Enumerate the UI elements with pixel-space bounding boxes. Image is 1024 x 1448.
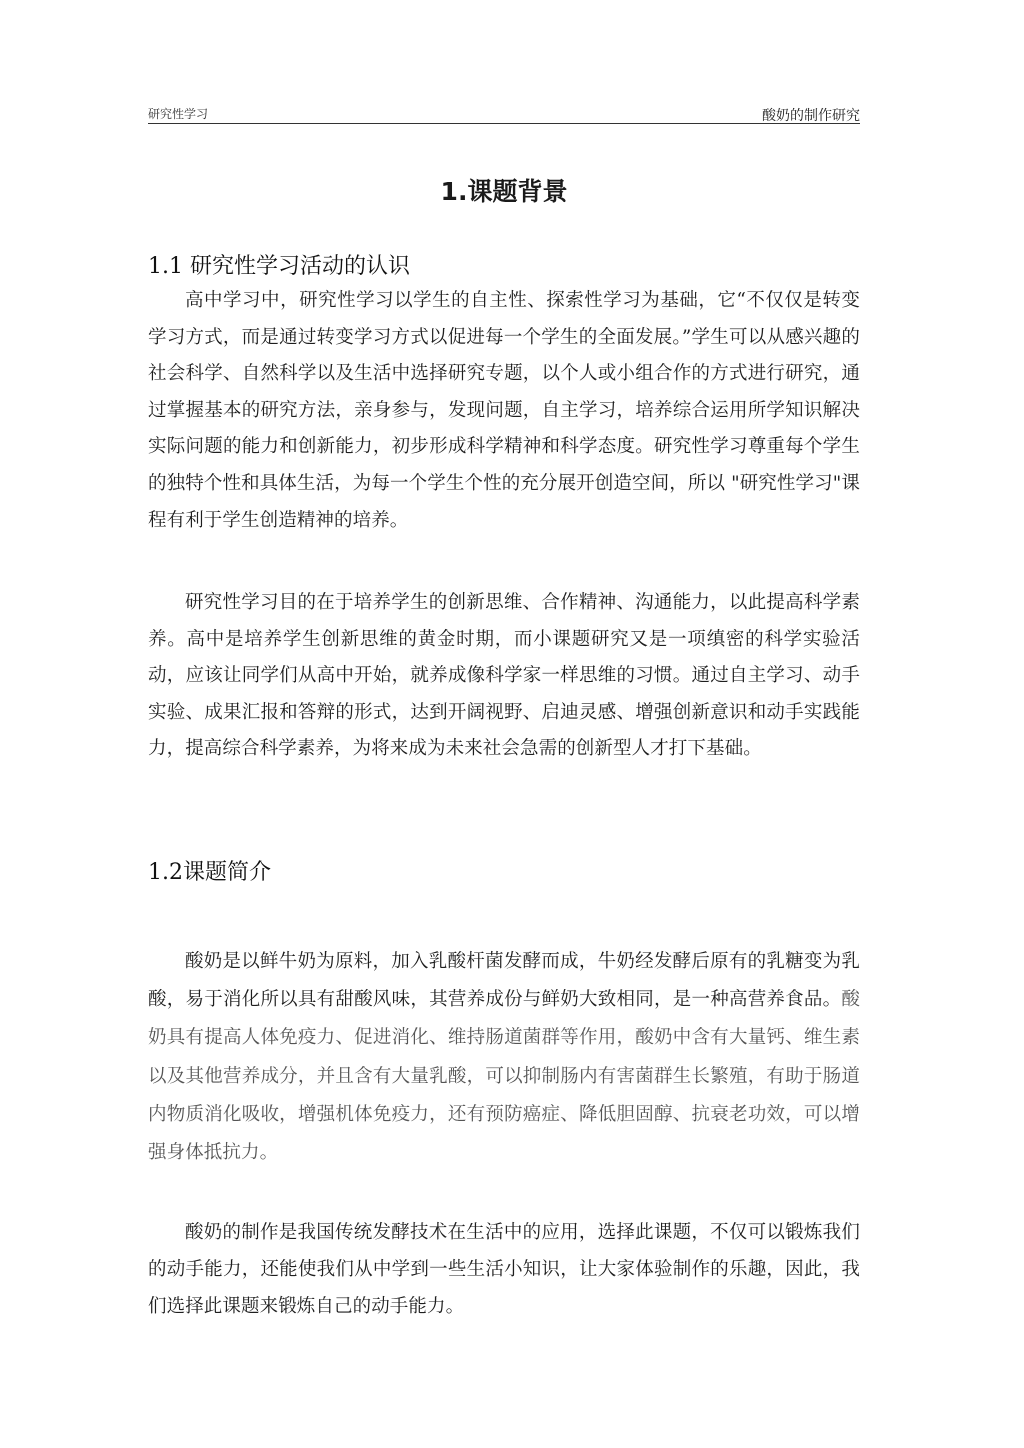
paragraph: 高中学习中，研究性学习以学生的自主性、探索性学习为基础，它“不仅仅是转变学习方式，而是通过转变学习方式以促进每一个学生的全面发展。”学生可以从感兴趣的社会科学、自然科学以及生活中选择研究专题，以个人或小组合作的方式进行研究，通过掌握基本的研究方法，亲身参与，发现问题，自主学习，培养综合运用所学知识解决实际问题的能力和创新能力，初步形成科学精神和科学态度。研究性学习尊重每个学生的独特个性和具体生活，为每一个学生个性的充分展开创造空间，所以 "研究性学习"课程有利于学生创造精神的培养。 <box>148 290 860 531</box>
paragraph: 研究性学习目的在于培养学生的创新思维、合作精神、沟通能力，以此提高科学素养。高中是培养学生创新思维的黄金时期，而小课题研究又是一项缜密的科学实验活动，应该让同学们从高中开始，就养成像科学家一样思维的习惯。通过自主学习、动手实验、成果汇报和答辩的形式，达到开阔视野、启迪灵感、增强创新意识和动手实践能力，提高综合科学素养，为将来成为未来社会急需的创新型人才打下基础。 <box>148 592 860 760</box>
paragraph <box>148 943 860 1172</box>
section-heading-1-1: 1.1 研究性学习活动的认识 <box>148 254 410 279</box>
page-header <box>148 104 860 124</box>
chapter-title: 1.课题背景 <box>440 177 568 206</box>
header-right-text: 酸奶的制作研究 <box>762 108 860 124</box>
section-heading-1-2: 1.2课题简介 <box>148 860 271 885</box>
paragraph-text-gray: 酸奶具有提高人体免疫力、促进消化、维持肠道菌群等作用，酸奶中含有大量钙、维生素以及其他营养成分，并且含有大量乳酸，可以抑制肠内有害菌群生长繁殖，有助于肠道内物质消化吸收，增强机体免疫力，还有预防癌症、降低胆固醇、抗衰老功效，可以增强身体抵抗力。 <box>148 989 860 1164</box>
paragraph: 酸奶的制作是我国传统发酵技术在生活中的应用，选择此课题，不仅可以锻炼我们的动手能力，还能使我们从中学到一些生活小知识，让大家体验制作的乐趣，因此，我们选择此课题来锻炼自己的动手能力。 <box>148 1222 860 1317</box>
header-left-text: 研究性学习 <box>148 107 209 121</box>
paragraph-text: 酸奶是以鲜牛奶为原料，加入乳酸杆菌发酵而成，牛奶经发酵后原有的乳糖变为乳酸，易于消化所以具有甜酸风味，其营养成份与鲜奶大致相同，是一种高营养食品。 <box>148 951 860 1011</box>
